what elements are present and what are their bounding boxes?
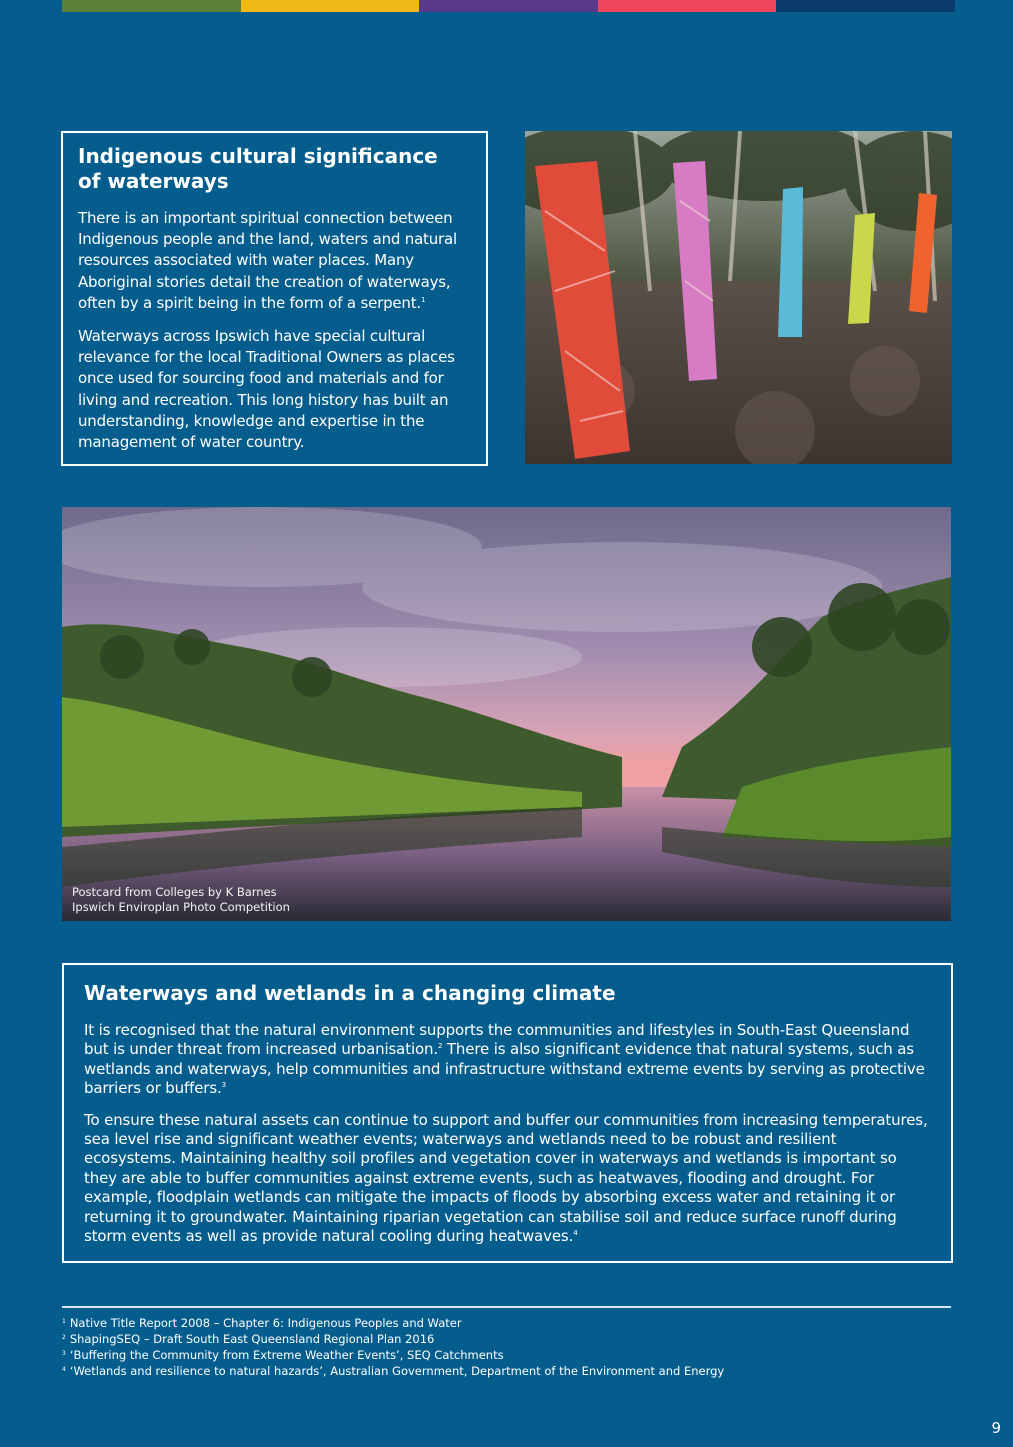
caption-line: Postcard from Colleges by K Barnes (72, 885, 277, 899)
climate-box (62, 963, 953, 1263)
page-number: 9 (991, 1419, 1001, 1437)
footnote-text: ‘Buffering the Community from Extreme Weather Events’, SEQ Catchments (69, 1348, 504, 1362)
section-title: Indigenous cultural significance of waterways (78, 144, 438, 193)
footnote-ref[interactable]: 2 (437, 1042, 443, 1051)
footnote-number: 4 (62, 1366, 66, 1373)
footnote-item (62, 1347, 724, 1363)
section-paragraph: Waterways across Ipswich have special cultural relevance for the local Traditional Owners as places once used for sourcing food and materials and for living and recreation. This long history has built an understanding, knowledge and expertise in the management of water country. (78, 327, 455, 452)
footnote-text: ShapingSEQ – Draft South East Queensland Regional Plan 2016 (69, 1332, 435, 1346)
painted-poles-photo (525, 131, 952, 464)
color-bar-segment (62, 0, 241, 12)
footnote-number: 3 (62, 1350, 66, 1357)
footnote-ref[interactable]: 1 (420, 295, 426, 304)
section-title: Waterways and wetlands in a changing climate (84, 981, 616, 1005)
photo-caption (72, 885, 290, 915)
color-bar (62, 0, 955, 12)
section-paragraph (84, 1021, 931, 1099)
paragraph-text: There is also significant evidence that natural systems, such as wetlands and waterways, help communities and infrastructure withstand extreme events by serving as protective barriers or buffers. (84, 1040, 925, 1098)
section-paragraph (84, 1111, 931, 1247)
indigenous-significance-box (61, 131, 488, 466)
footnote-number: 2 (62, 1334, 66, 1341)
footnote-item (62, 1331, 724, 1347)
color-bar-segment (776, 0, 955, 12)
footnote-text: Native Title Report 2008 – Chapter 6: Indigenous Peoples and Water (69, 1316, 462, 1330)
color-bar-segment (598, 0, 777, 12)
footnote-number: 1 (62, 1318, 66, 1325)
caption-line: Ipswich Enviroplan Photo Competition (72, 900, 290, 914)
color-bar-segment (419, 0, 598, 12)
paragraph-text: It is recognised that the natural environment supports the communities and lifestyles in South-East Queensland but is under threat from increased urbanisation. (84, 1021, 910, 1059)
section-paragraph (78, 208, 472, 314)
footnote-ref[interactable]: 3 (221, 1081, 226, 1090)
footnote-text: ‘Wetlands and resilience to natural hazards’, Australian Government, Department of the Environment and Energy (69, 1364, 725, 1378)
footnotes (62, 1315, 724, 1379)
footnote-ref[interactable]: 4 (573, 1229, 578, 1238)
footnote-item (62, 1363, 724, 1379)
paragraph-text: To ensure these natural assets can continue to support and buffer our communities from increasing temperatures, sea level rise and significant weather events; waterways and wetlands need to be robust and resilient ecosystems. Maintaining healthy soil profiles and vegetation cover in waterways and wetlands is important so they are able to buffer communities against extreme events, such as heatwaves, flooding and drought. For example, floodplain wetlands can mitigate the impacts of floods by absorbing excess water and retaining it or returning it to groundwater. Maintaining riparian vegetation can stabilise soil and reduce surface runoff during storm events as well as provide natural cooling during heatwaves. (84, 1110, 928, 1246)
footnote-divider (62, 1306, 951, 1308)
river-sunset-photo (62, 507, 951, 921)
paragraph-text: There is an important spiritual connection between Indigenous people and the land, waters and natural resources associated with water places. Many Aboriginal stories detail the creation of waterways, often by a spirit being in the form of a serpent. (78, 209, 457, 312)
footnote-item (62, 1315, 724, 1331)
color-bar-segment (241, 0, 420, 12)
